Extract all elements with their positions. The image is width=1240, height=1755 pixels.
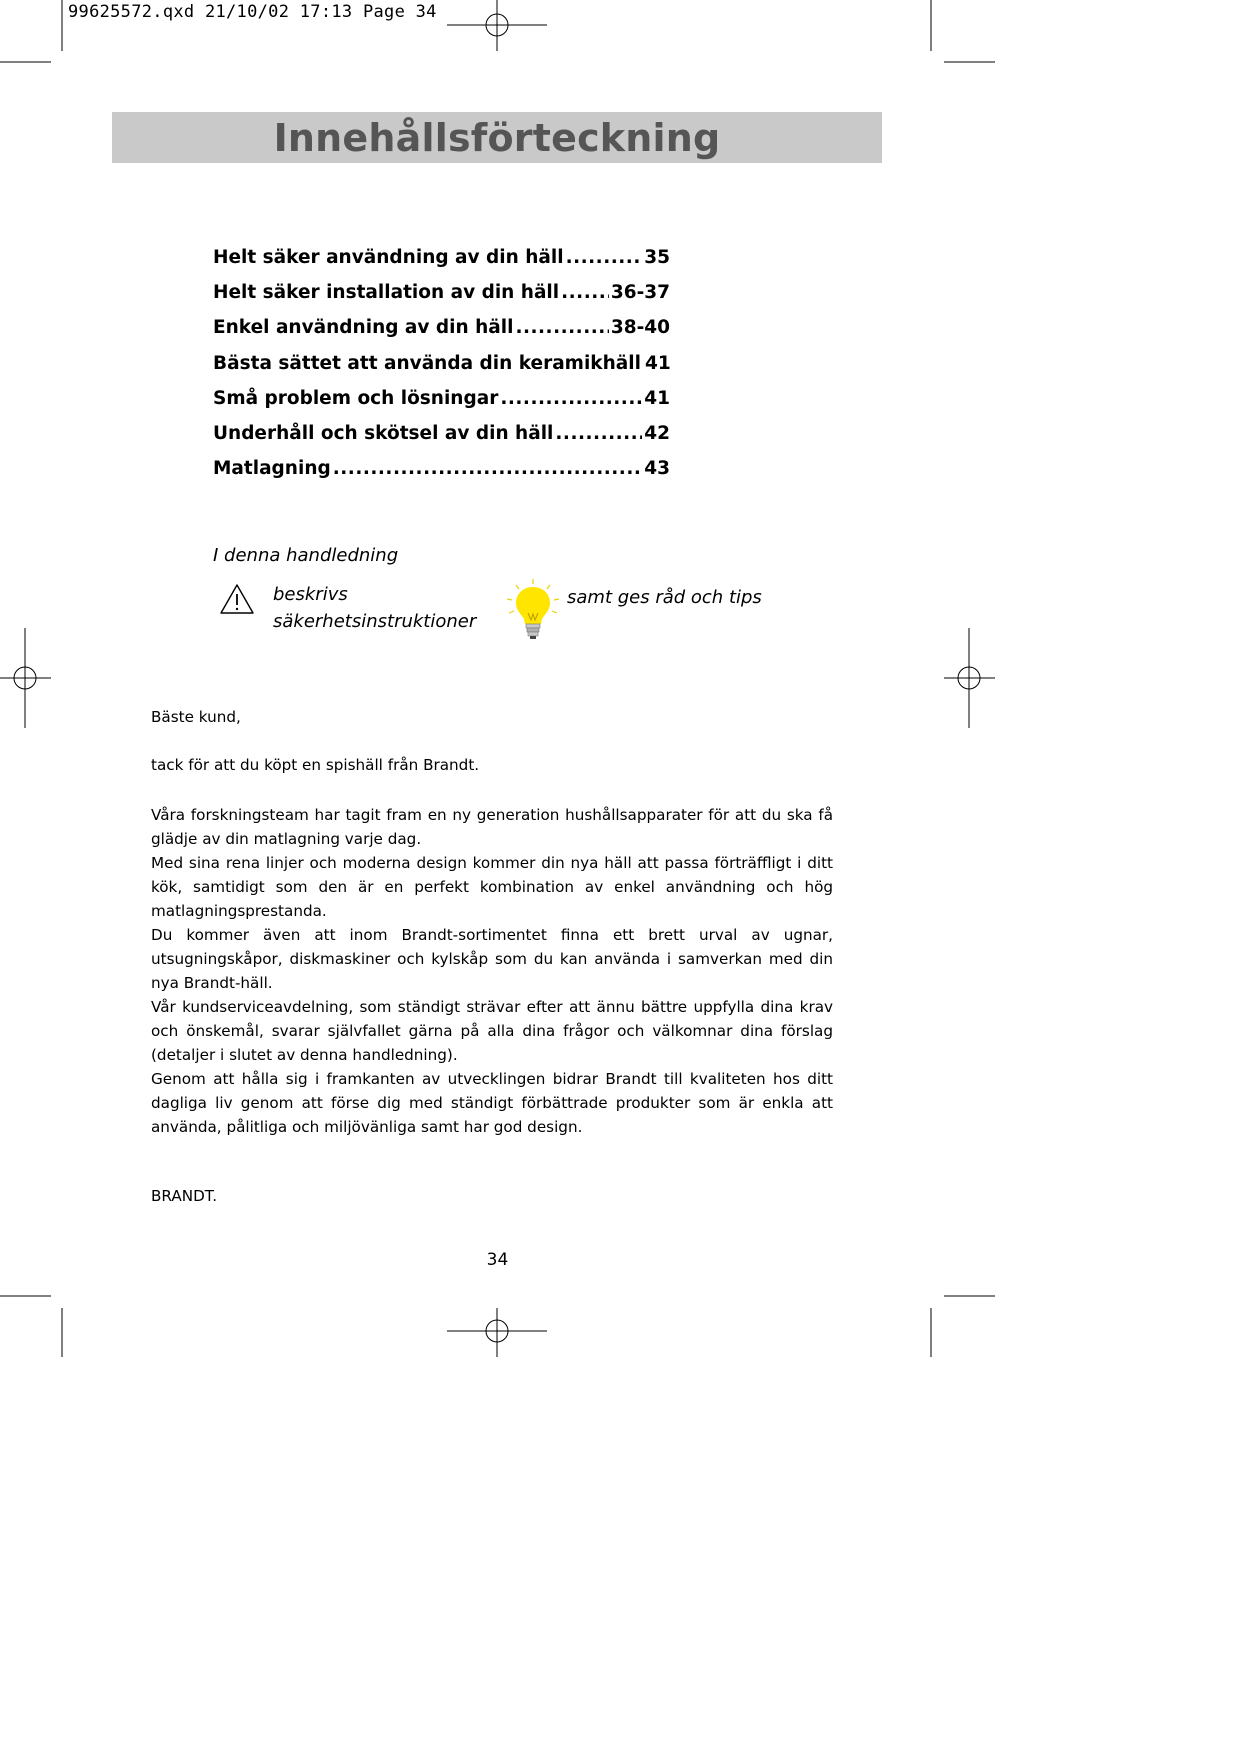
toc-leader-dots (515, 317, 608, 338)
toc-entry[interactable] (213, 317, 670, 352)
toc-entry-title: Små problem och lösningar (213, 387, 499, 409)
toc-entry-title: Matlagning (213, 458, 331, 480)
toc-entry-page: 38-40 (610, 317, 670, 339)
registration-mark-top (447, 0, 547, 51)
toc-leader-dots (333, 458, 643, 479)
legend-intro: I denna handledning (213, 545, 399, 566)
warning-legend-line: beskrivs (273, 584, 348, 605)
toc-entry-page: 41 (644, 352, 671, 374)
toc-entry-title: Bästa sättet att använda din keramikhäll (213, 352, 641, 374)
page-number: 34 (486, 1250, 509, 1270)
toc-entry-page: 41 (644, 387, 670, 409)
warning-triangle-icon (219, 583, 255, 615)
letter-paragraph: Våra forskningsteam har tagit fram en ny generation hushållsapparater för att du ska få glädje av din matlagning varje dag. (151, 806, 833, 848)
toc-entry-title: Helt säker installation av din häll (213, 282, 560, 304)
toc-leader-dots (500, 388, 642, 409)
toc-leader-dots (566, 247, 643, 268)
print-slug: 99625572.qxd 21/10/02 17:13 Page 34 (68, 2, 437, 22)
warning-legend-line: säkerhetsinstruktioner (273, 611, 477, 632)
registration-mark-left (0, 628, 51, 728)
toc-leader-dots (555, 423, 642, 444)
letter-paragraph: Vår kundserviceavdelning, som ständigt strävar efter att ännu bättre uppfylla dina krav och önskemål, svarar självfallet gärna på alla dina frågor och välkomnar dina förslag (detaljer i slutet av denna handledning). (151, 998, 833, 1064)
toc-entry-title: Enkel användning av din häll (213, 317, 514, 339)
letter-thanks: tack för att du köpt en spishäll från Brandt. (151, 756, 480, 774)
letter-paragraph: Med sina rena linjer och moderna design kommer din nya häll att passa förträffligt i ditt kök, samtidigt som den är en perfekt kombination av enkel användning och hög matlagningsprestanda. (151, 854, 833, 920)
toc-leader-dots (561, 282, 609, 303)
warning-legend-text (273, 581, 476, 635)
page-title: Innehållsförteckning (273, 115, 721, 160)
title-bar (112, 112, 882, 163)
toc-entry-page: 42 (644, 422, 670, 444)
letter-paragraph: Genom att hålla sig i framkanten av utvecklingen bidrar Brandt till kvaliteten hos ditt dagliga liv genom att förse dig med ständigt förbättrade produkter som är enkla att använda, pålitliga och miljövänliga samt har god design. (151, 1070, 833, 1136)
toc-entry[interactable] (213, 388, 670, 423)
toc-entry[interactable] (213, 458, 670, 493)
toc-entry-page: 35 (644, 247, 670, 268)
registration-mark-bottom (447, 1308, 547, 1357)
letter-greeting: Bäste kund, (151, 708, 241, 726)
letter-signature: BRANDT. (151, 1187, 218, 1205)
registration-mark-right (944, 628, 995, 728)
toc-entry-title: Underhåll och skötsel av din häll (213, 422, 554, 444)
tip-legend-text: samt ges råd och tips (567, 587, 762, 608)
toc-entry[interactable] (213, 282, 670, 317)
toc-entry-title: Helt säker användning av din häll (213, 247, 564, 268)
toc-entry[interactable] (213, 423, 670, 458)
table-of-contents (213, 247, 670, 493)
letter-paragraph: Du kommer även att inom Brandt-sortimentet finna ett brett urval av ugnar, utsugningskåpor, diskmaskiner och kylskåp som du kan använda i samverkan med din nya Brandt-häll. (151, 926, 833, 992)
letter-body (151, 803, 833, 1139)
toc-entry[interactable] (213, 247, 670, 282)
toc-entry-page: 36-37 (610, 282, 670, 304)
toc-entry-page: 43 (644, 458, 670, 480)
light-bulb-icon (503, 577, 563, 643)
toc-entry[interactable] (213, 353, 670, 388)
